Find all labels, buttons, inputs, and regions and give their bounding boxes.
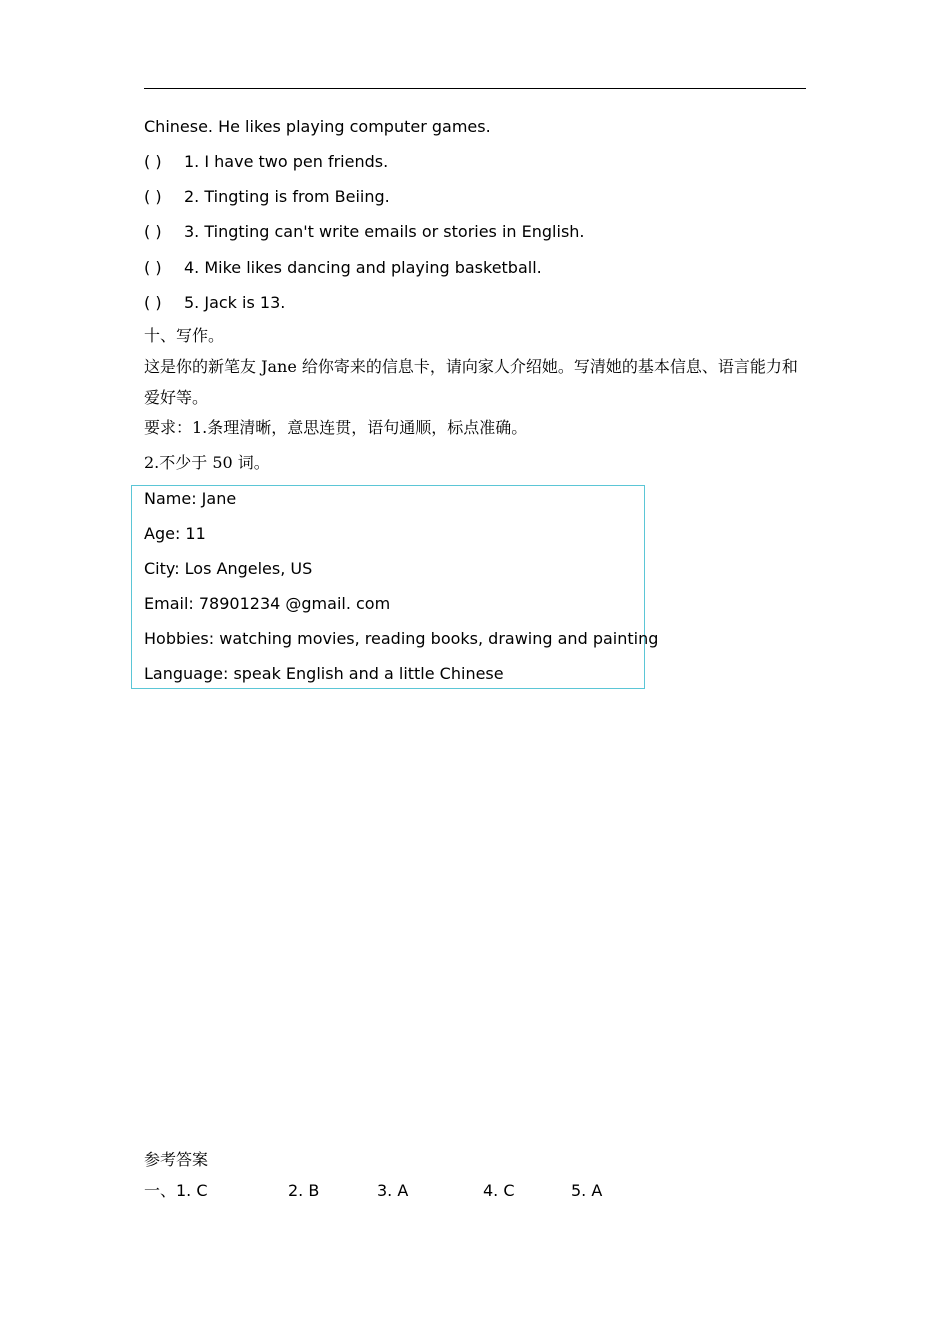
tf-item-5 xyxy=(144,293,285,313)
answer-item: 2. B xyxy=(288,1181,320,1200)
answer-blank[interactable]: ( ) xyxy=(144,258,162,277)
answer-item: 3. A xyxy=(377,1181,409,1200)
card-email: Email: 78901234 @gmail. com xyxy=(144,594,391,613)
answers-heading: 参考答案 xyxy=(144,1150,209,1169)
passage-tail: Chinese. He likes playing computer games. xyxy=(144,117,491,136)
tf-item-2 xyxy=(144,187,390,207)
tf-item-4 xyxy=(144,258,542,278)
info-card xyxy=(131,485,659,689)
tf-item-text: 1. I have two pen friends. xyxy=(184,152,389,171)
card-age: Age: 11 xyxy=(144,524,206,543)
card-name: Name: Jane xyxy=(144,489,237,508)
answer-blank[interactable]: ( ) xyxy=(144,187,162,206)
tf-item-text: 2. Tingting is from Beiing. xyxy=(184,187,390,206)
writing-requirement-2: 2.不少于 50 词。 xyxy=(144,453,270,472)
tf-item-1 xyxy=(144,152,388,172)
answer-item: 5. A xyxy=(571,1181,603,1200)
tf-item-text: 4. Mike likes dancing and playing basketball. xyxy=(184,258,542,277)
answer-blank[interactable]: ( ) xyxy=(144,152,162,171)
answer-item: 4. C xyxy=(483,1181,515,1200)
answer-blank[interactable]: ( ) xyxy=(144,222,162,241)
answer-item: 一、1. C xyxy=(144,1181,208,1200)
card-hobbies: Hobbies: watching movies, reading books, drawing and painting xyxy=(144,629,659,648)
writing-requirement-1: 要求：1.条理清晰，意思连贯，语句通顺，标点准确。 xyxy=(144,418,528,437)
tf-item-text: 5. Jack is 13. xyxy=(184,293,286,312)
tf-item-3 xyxy=(144,222,585,242)
card-language: Language: speak English and a little Chinese xyxy=(144,664,504,683)
tf-item-text: 3. Tingting can't write emails or stories in English. xyxy=(184,222,585,241)
card-city: City: Los Angeles, US xyxy=(144,559,313,578)
answer-blank[interactable]: ( ) xyxy=(144,293,162,312)
writing-heading: 十、写作。 xyxy=(144,326,225,345)
header-rule xyxy=(144,88,806,89)
writing-prompt: 这是你的新笔友 Jane 给你寄来的信息卡，请向家人介绍她。写清她的基本信息、语言能力和爱好等。 xyxy=(144,357,798,407)
